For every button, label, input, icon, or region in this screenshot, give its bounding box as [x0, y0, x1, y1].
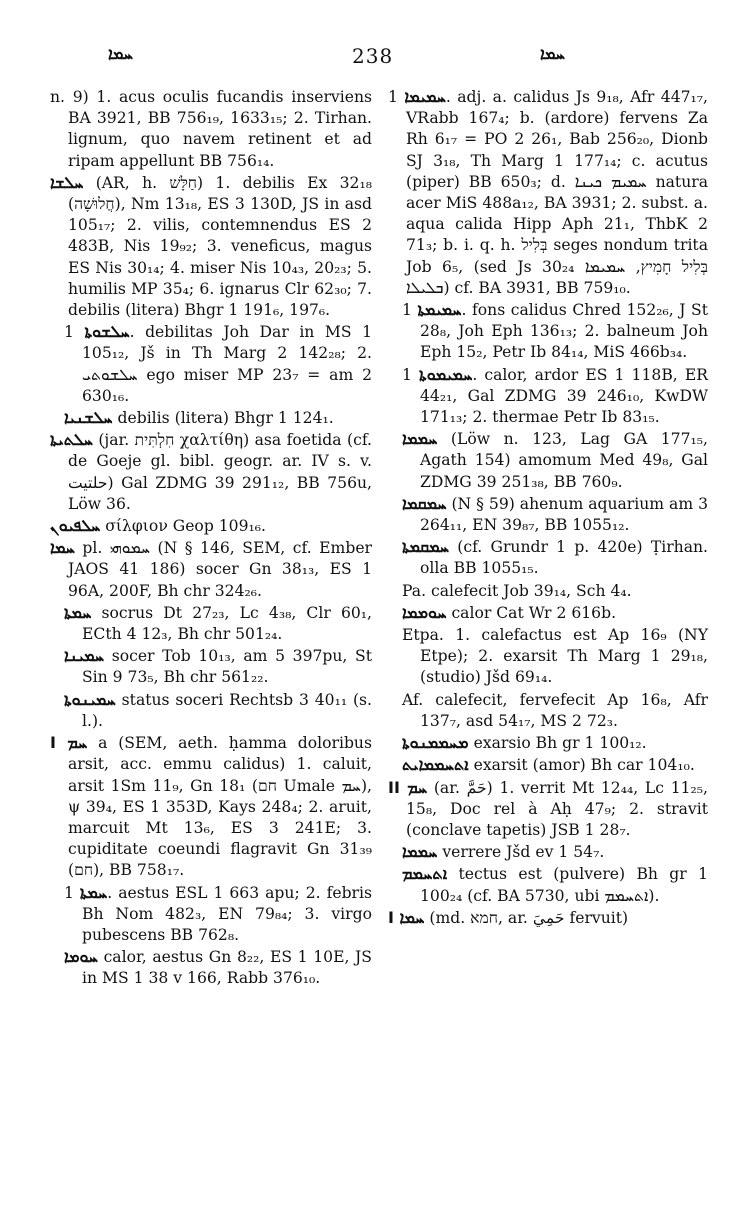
dictionary-subentry: ܚܡܬܐ socrus Dt 27₂₃, Lc 4₃₈, Clr 60₁, ECth 4 12₃, Bh chr 501₂₄.: [64, 602, 372, 644]
running-head-left: ܚܡܐ: [108, 44, 133, 63]
page-number: 238: [352, 44, 394, 68]
dictionary-subentry: ܐܬܚܡܡ tectus est (pulvere) Bh gr 1 100₂₄ (cf. BA 5730, ubi ܐܬܚܡܡ).: [402, 864, 708, 905]
dictionary-subentry: ܚܘܡܐ calor, aestus Gn 8₂₂, ES 1 10E, JS in MS 1 38 v 166, Rabb 376₁₀.: [64, 947, 372, 988]
dictionary-entry: ܚܡܐ pl. ܚܡܘܗܝ (N § 146, SEM, cf. Ember JAOS 41 186) socer Gn 38₁₃, ES 1 96A, 200F, Bh chr 324₂₆.: [50, 538, 372, 600]
dictionary-subentry: ܚܡܡܐ (Löw n. 123, Lag GA 177₁₅, Agath 154) amomum Med 49₈, Gal ZDMG 39 251₃₈, BB 760₉.: [402, 429, 708, 491]
dictionary-entry: II ܚܡ (ar. حَمَّ) 1. verrit Mt 12₄₄, Lc 11₂₅, 15₈, Doc rel à Aḥ 47₉; 2. stravit (conclave tapetis) JSB 1 28₇.: [388, 777, 708, 839]
dictionary-subentry: ܚܡܝܢܐ socer Tob 10₁₃, am 5 397pu, St Sin 9 73₅, Bh chr 561₂₂.: [64, 646, 372, 687]
running-head-right: ܚܡܐ: [540, 44, 565, 63]
dictionary-subentry: ܚܡܝܡܬܐ 1. fons calidus Chred 152₂₆, J St 28₈, Joh Eph 136₁₃; 2. balneum Joh Eph 15₂, Petr Ib 84₁₄, MiS 466b₃₄.: [402, 300, 708, 362]
dictionary-subentry: ܚܡܩܡܐ (N § 59) ahenum aquarium am 3 264₁₁, EN 39₈₇, BB 1055₁₂.: [402, 493, 708, 535]
left-column: [50, 86, 372, 990]
dictionary-subentry: ܡܚܡܡܢܘܬܐ exarsio Bh gr 1 100₁₂.: [402, 733, 647, 753]
stem-paragraph: Etpa. 1. calefactus est Ap 16₉ (NY Etpe); 2. exarsit Th Marg 1 29₁₈, (studio) Jšd 69₁₄.: [402, 626, 708, 687]
dictionary-subentry: ܚܡܝܡܘܬܐ 1. calor, ardor ES 1 118B, ER 44₂₁, Gal ZDMG 39 246₁₀, KwDW 171₁₃; 2. thermae Petr Ib 83₁₅.: [402, 364, 708, 427]
dictionary-subentry: ܚܠܫܘܬܐ 1. debilitas Joh Dar in MS 1 105₁₂, Jš in Th Marg 2 142₂₈; 2. ܚܠܫܘܬܝ ego miser MP 23₇ = am 2 630₁₆.: [64, 322, 372, 405]
stem-paragraph: Af. calefecit, fervefecit Ap 16₈, Afr 137₇, asd 54₁₇, MS 2 72₃.: [402, 690, 708, 730]
dictionary-subentry: ܚܡܝܢܘܬܐ status soceri Rechtsb 3 40₁₁ (s. l.).: [64, 689, 372, 730]
dictionary-entry: ܚܠܬܝܬܐ (jar. חִלְתִּית χαλτίθη) asa foetida (cf. de Goeje gl. bibl. geogr. ar. IV s. v. حلتيت) Gal ZDMG 39 291₁₂, BB 756u, Löw 36.: [50, 430, 372, 513]
page-header: [0, 44, 750, 84]
dictionary-subentry: ܚܡܡܐ verrere Jšd ev 1 54₇.: [402, 842, 605, 862]
dictionary-subentry: ܚܡܬܐ 1. aestus ESL 1 663 apu; 2. febris Bh Nom 482₃, EN 79₈₄; 3. virgo pubescens BB 762₈.: [64, 882, 372, 944]
dictionary-entry: ܚܠܦܝܘܢ σίλφιον Geop 109₁₆.: [50, 516, 266, 536]
dictionary-subentry: ܐܬܚܡܡܐܝܬ exarsit (amor) Bh car 104₁₀.: [402, 755, 695, 775]
dictionary-entry: ܚܠܫܐ (AR, h. חַלָּשׁ) 1. debilis Ex 32₁₈ (חֲלוּשָׁה), Nm 13₁₈, ES 3 130D, JS in asd 105₁₇; 2. vilis, contemnendus ES 2 483B, Nis 19₉₂; 3. veneficus, magus ES Nis 30₁₄; 4. miser Nis 10₄₃, 20₂₃; 5. humilis MP 35₄; 6. ignarus Clr 62₃₀; 7. debilis (litera) Bhgr 1 191₆, 197₆.: [50, 172, 372, 320]
stem-paragraph: Pa. calefecit Job 39₁₄, Sch 4₄.: [402, 581, 632, 600]
dictionary-subentry: ܚܘܡܡܐ calor Cat Wr 2 616b.: [402, 602, 617, 622]
dictionary-subentry: ܚܡܩܡܬܐ (cf. Grundr 1 p. 420e) Ṭirhan. olla BB 1055₁₅.: [402, 537, 708, 578]
dictionary-entry: I ܚܡܐ (md. חמא, ar. حَمِيَ fervuit): [388, 907, 629, 927]
dictionary-entry: n. 9) 1. acus oculis fucandis inserviens BA 3921, BB 756₁₉, 1633₁₅; 2. Tirhan. lignum, quo navem retinent et ad ripam appellunt BB 756₁₄.: [50, 88, 372, 170]
right-column: [388, 86, 708, 929]
dictionary-entry: ܚܡܝܡܐ 1. adj. a. calidus Js 9₁₈, Afr 447₁₇, VRabb 167₄; b. (ardore) fervens Za Rh 6₁₇ = PO 2 26₁, Bab 256₂₀, Dionb SJ 3₁₈, Th Marg 1 177₁₄; c. acutus (piper) BB 650₃; d. ܚܡܝܡ ܟܝܢܐ natura acer MiS 488a₁₂, BA 3931; 2. subst. a. aqua calida Hipp Aph 21₁, ThbK 2 71₃; b. i. q. h. בְּלִיל seges nondum trita Job 6₅, (sed Js 30₂₄ בְּלִיל חָמִיץ, ܚܡܝܡܐ ܒܠܝܠܐ) cf. BA 3931, BB 759₁₀.: [388, 87, 708, 297]
dictionary-subentry: ܚܠܫܢܝܐ debilis (litera) Bhgr 1 124₁.: [64, 408, 334, 428]
dictionary-entry: I ܚܡ a (SEM, aeth. ḥamma doloribus arsit, acc. emmu calidus) 1. caluit, arsit 1Sm 11₉, Gn 18₁ (חם Umale ܚܡ), ψ 39₄, ES 1 353D, Kays 248₄; 2. aruit, marcuit Mt 13₆, ES 3 241E; 3. cupiditate coeundi flagravit Gn 31₃₉ (חם), BB 758₁₇.: [50, 733, 372, 880]
